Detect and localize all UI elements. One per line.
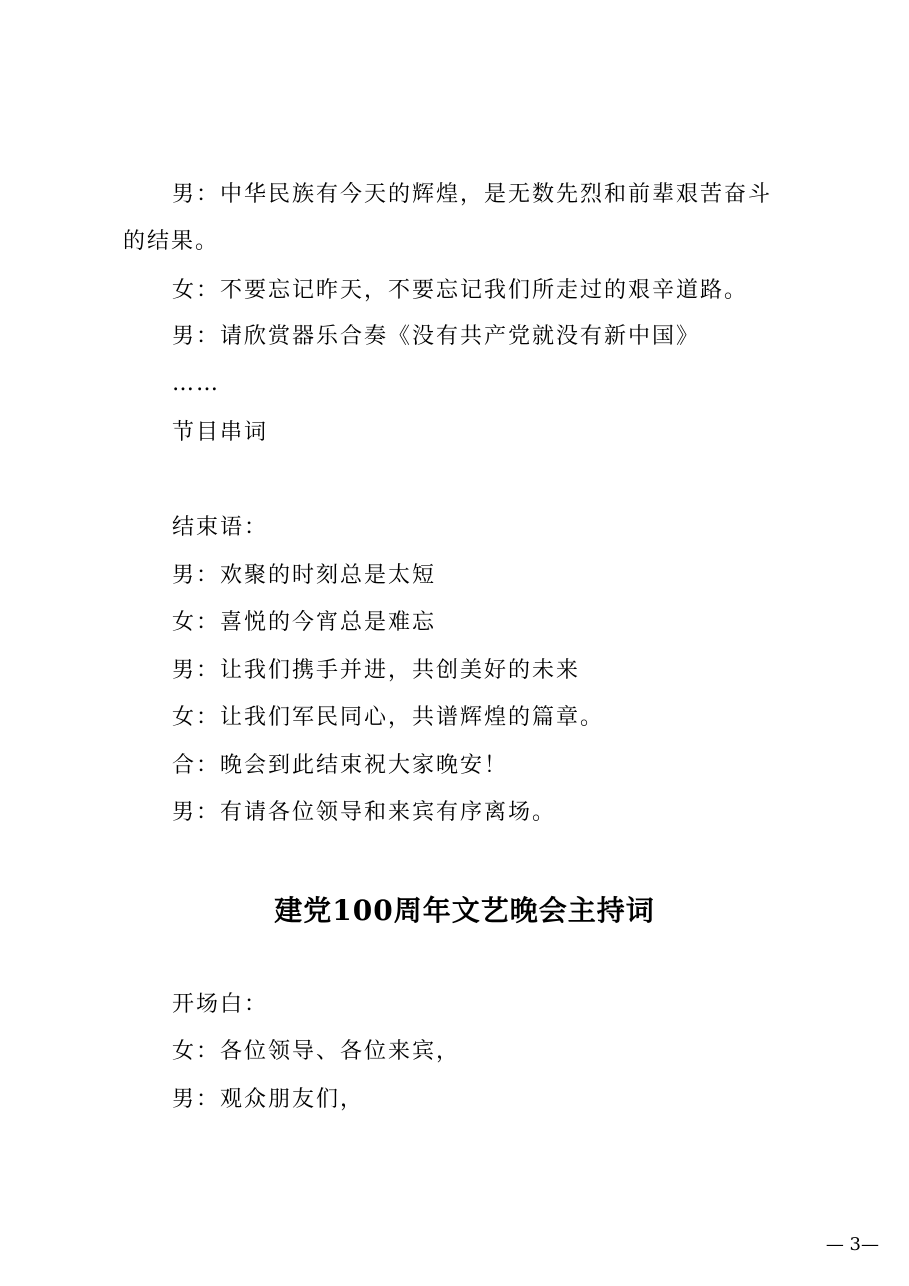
opening-heading: 开场白： [172,992,269,1017]
paragraph-line: 男：中华民族有今天的辉煌，是无数先烈和前辈艰苦奋斗 [172,182,773,207]
closing-line: 男：欢聚的时刻总是太短 [172,563,437,588]
page-number: — 3— [825,1234,879,1255]
closing-heading: 结束语： [172,515,269,540]
paragraph-line: 男：请欣赏器乐合奏《没有共产党就没有新中国》 [172,324,701,349]
closing-line: 男：让我们携手并进，共创美好的未来 [172,658,581,683]
closing-line: 女：让我们军民同心，共谱辉煌的篇章。 [172,705,605,730]
closing-line: 女：喜悦的今宵总是难忘 [172,610,437,635]
paragraph-line: 节目串词 [172,420,269,445]
paragraph-line: 女：不要忘记昨天，不要忘记我们所走过的艰辛道路。 [172,278,749,303]
ellipsis-line: …… [172,371,220,396]
section-title: 建党100周年文艺晚会主持词 [274,894,655,927]
closing-line: 合：晚会到此结束祝大家晚安！ [172,753,509,778]
opening-line: 女：各位领导、各位来宾， [172,1039,461,1064]
closing-line: 男：有请各位领导和来宾有序离场。 [172,800,557,825]
opening-line: 男：观众朋友们， [172,1087,365,1112]
paragraph-line: 的结果。 [123,229,220,254]
